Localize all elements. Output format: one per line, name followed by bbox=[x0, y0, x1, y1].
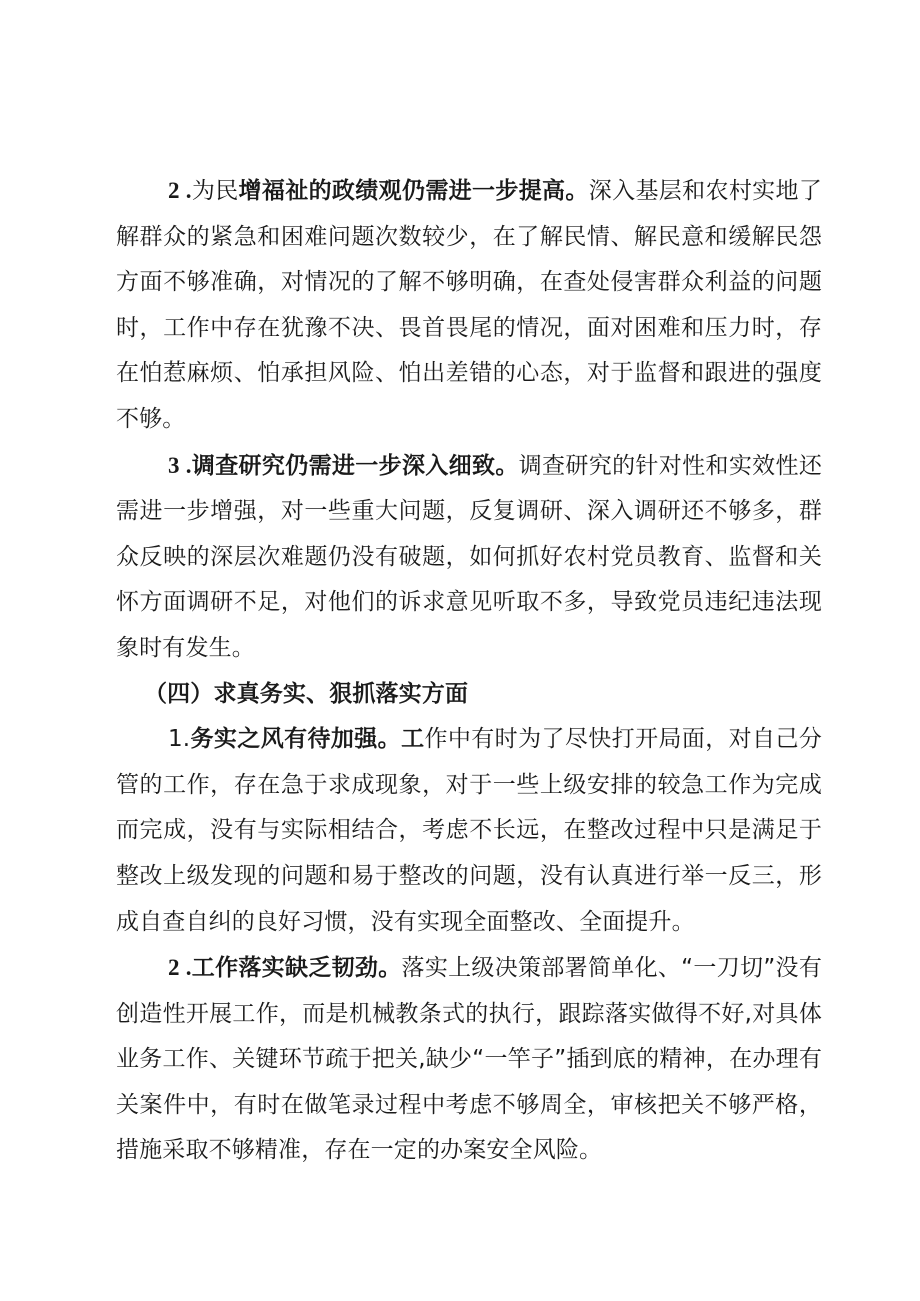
section-heading: （四）求真务实、狠抓落实方面 bbox=[144, 680, 469, 707]
paragraph-item-2-welfare bbox=[116, 168, 822, 443]
paragraph-item-1-pragmatism bbox=[116, 717, 822, 945]
item-body-text: 作中有时为了尽快打开局面，对自己分管的工作，存在急于求成现象，对于一些上级安排的较急工作为完成而完成，没有与实际相结合，考虑不长远，在整改过程中只是满足于整改上级发现的问题和易于整改的问题，没有认真进行举一反三，形成自查自纠的良好习惯，没有实现全面整改、全面提升。 bbox=[116, 726, 822, 935]
paragraph-item-2-implementation bbox=[116, 945, 822, 1174]
item-body-text: 调查研究的针对性和实效性还需进一步增强，对一些重大问题，反复调研、深入调研还不够多，群众反映的深层次难题仍没有破题，如何抓好农村党员教育、监督和关怀方面调研不足，对他们的诉求意见听取不多，导致党员违纪违法现象时有发生。 bbox=[116, 452, 823, 661]
item-bold-title: 务实之风有待加强。工 bbox=[190, 726, 425, 753]
item-number: 3 . bbox=[168, 452, 192, 478]
item-bold-title: 工作落实缺乏韧劲。 bbox=[191, 955, 402, 982]
item-prefix: 为民 bbox=[191, 178, 239, 204]
item-number: 1. bbox=[168, 726, 191, 753]
item-number: 2 . bbox=[168, 955, 192, 981]
item-bold-title: 调查研究仍需进一步深入细致。 bbox=[191, 452, 519, 479]
item-body-text: 深入基层和农村实地了解群众的紧急和困难问题次数较少，在了解民情、解民意和缓解民怨方面不够准确，对情况的了解不够明确，在查处侵害群众利益的问题时，工作中存在犹豫不决、畏首畏尾的情况，面对困难和压力时，存在怕惹麻烦、怕承担风险、怕出差错的心态，对于监督和跟进的强度不够。 bbox=[116, 178, 823, 432]
paragraph-item-3-research bbox=[116, 443, 822, 672]
document-body bbox=[116, 168, 822, 1174]
item-bold-title: 增福祉的政绩观仍需进一步提高。 bbox=[238, 178, 589, 204]
item-body-text: 落实上级决策部署简单化、“一刀切”没有创造性开展工作，而是机械教条式的执行，跟踪落实做得不好,对具体业务工作、关键环节疏于把关,缺少“一竿子”插到底的精神，在办理有关案件中，有时在做笔录过程中考虑不够周全，审核把关不够严格，措施采取不够精准，存在一定的办案安全风险。 bbox=[116, 955, 822, 1164]
item-number: 2 . bbox=[168, 178, 192, 203]
